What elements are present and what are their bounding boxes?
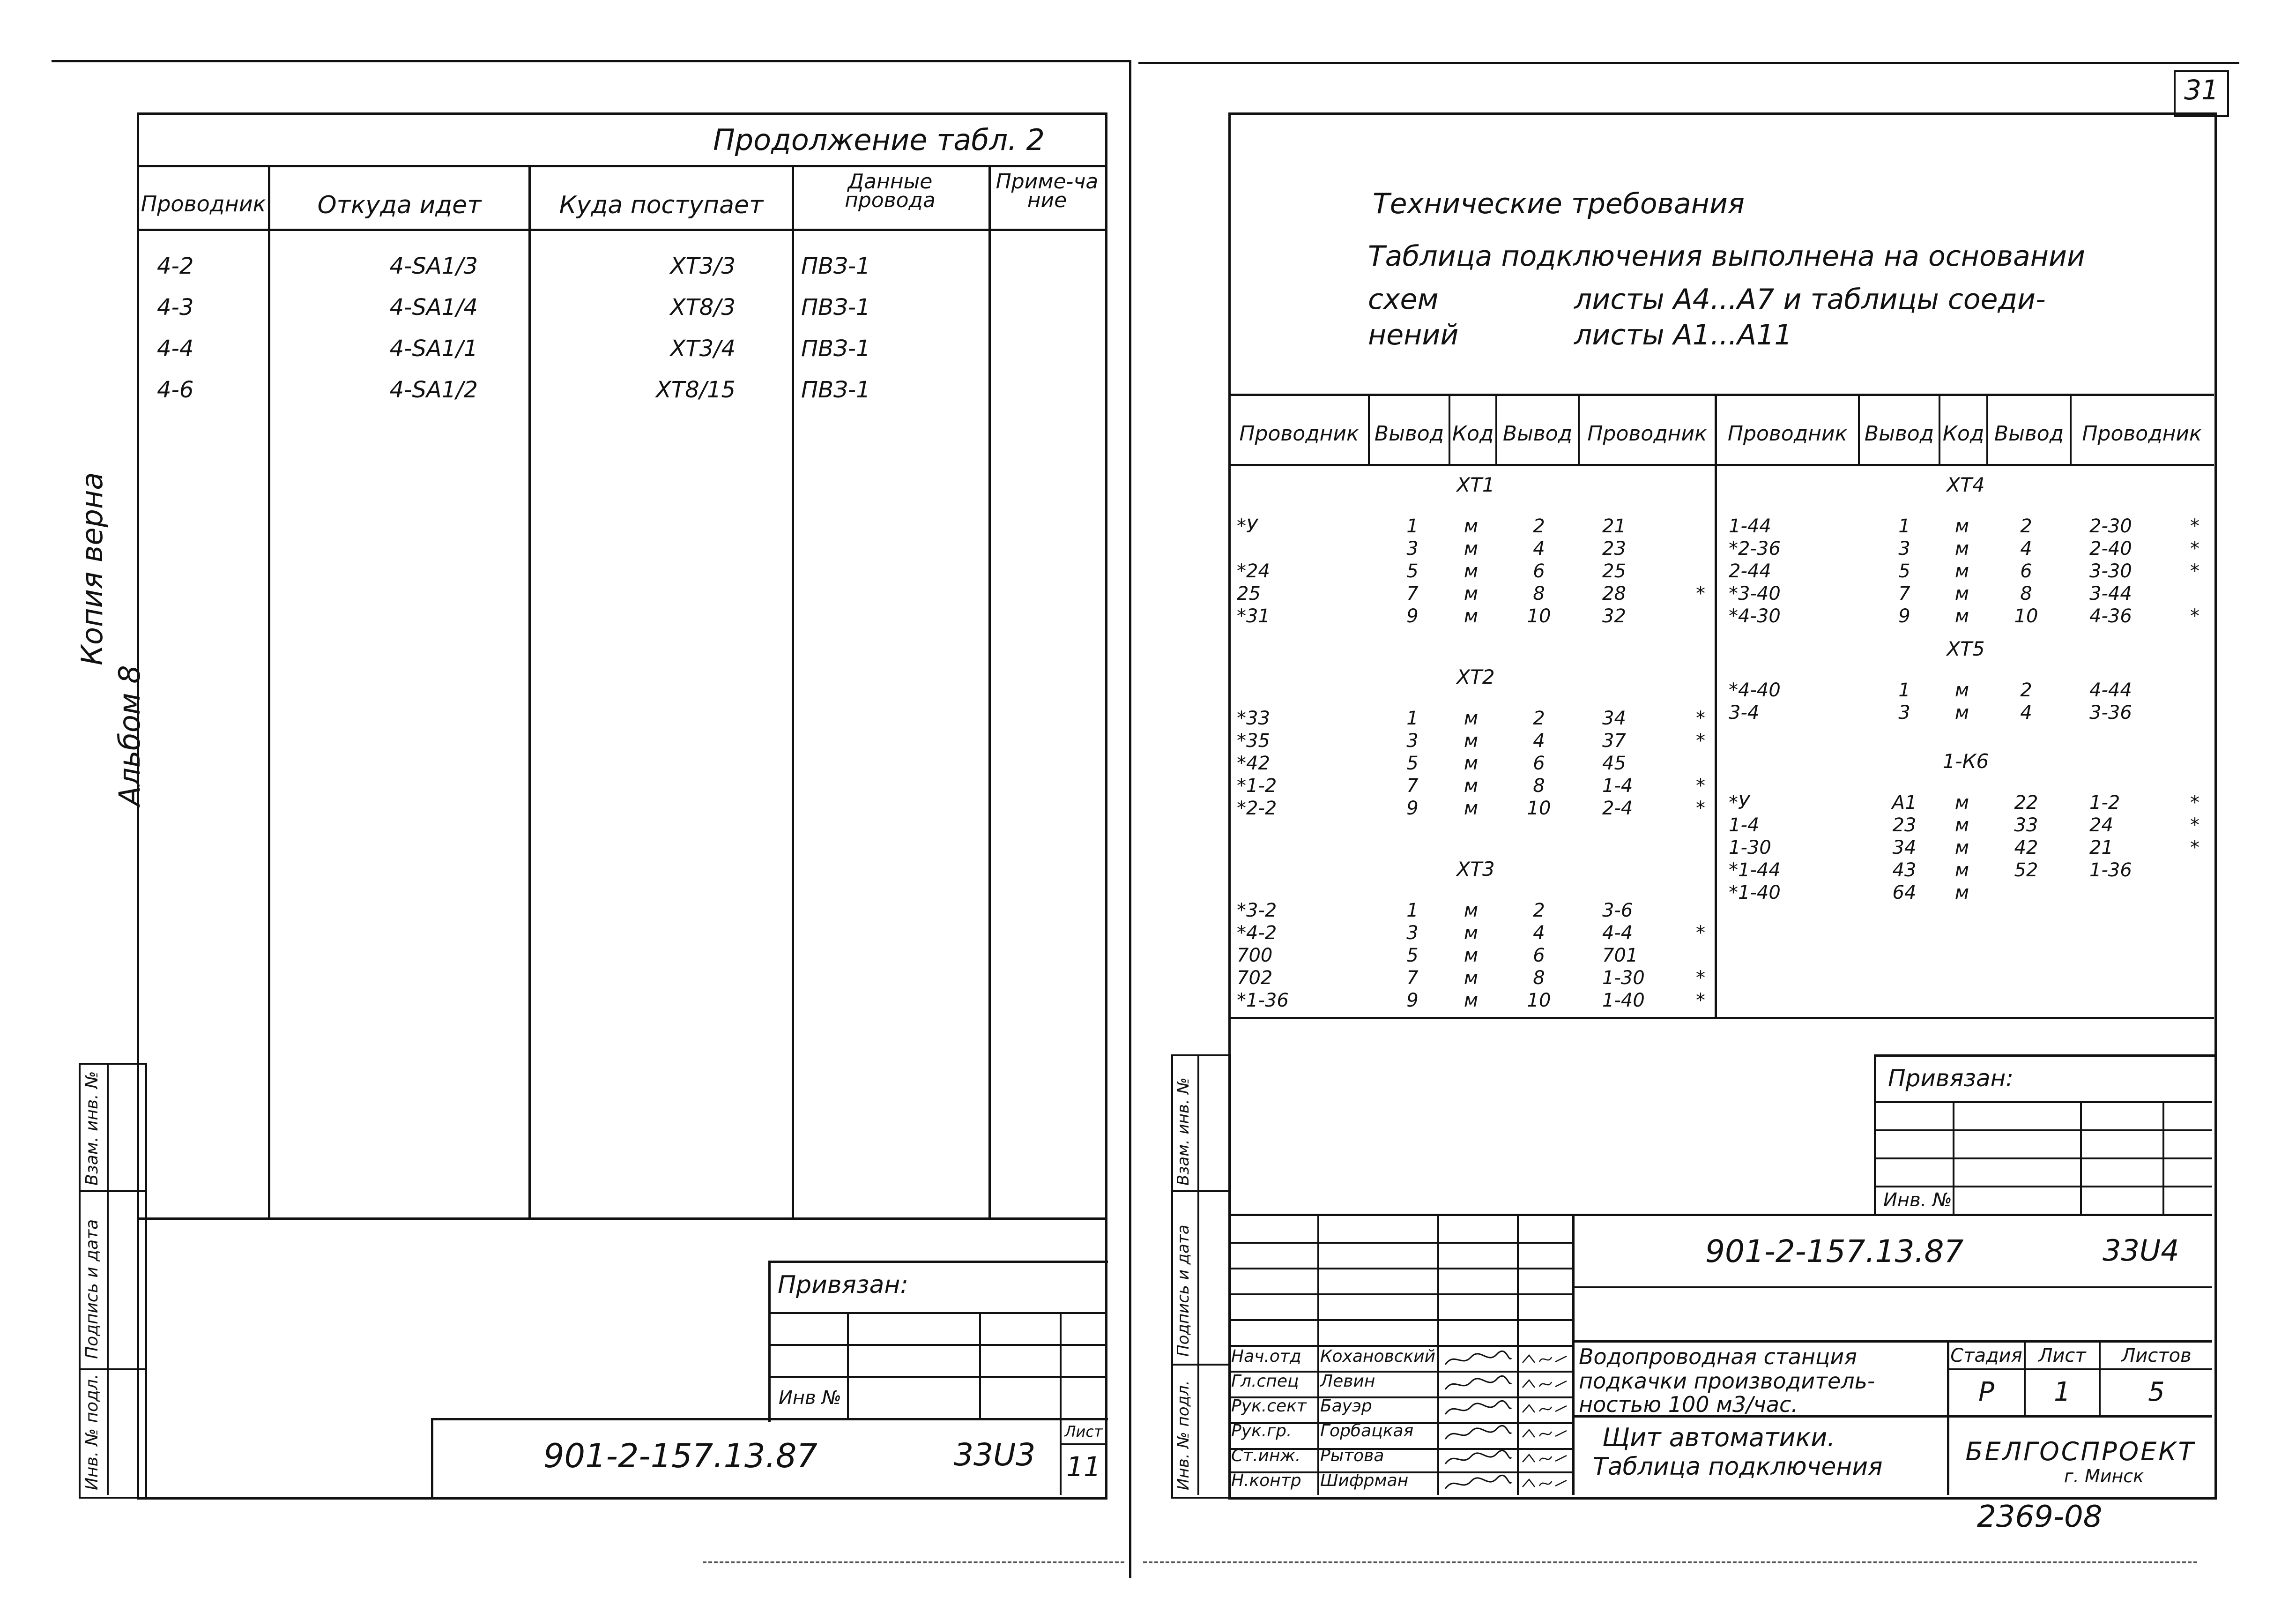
conn-cell-conductor: *1-2 [1237,775,1277,797]
priv-col [979,1312,981,1420]
signer-name: Бауэр [1320,1396,1372,1416]
col-divider [792,165,794,1218]
conn-cell-vyvod: 3 [1898,538,1910,560]
conn-cell-conductor: 2-4 [1602,798,1633,819]
conn-cell-conductor: *1-36 [1237,990,1289,1011]
signer-role: Ст.инж. [1231,1446,1301,1465]
conn-cell-conductor: *42 [1237,753,1270,774]
conn-cell-conductor: 37 [1602,730,1626,752]
conn-cell-kod: м [1464,538,1479,560]
lt-cell-conductor: 4-6 [157,377,194,403]
conn-cell-vyvod: 43 [1892,859,1917,881]
conn-cell-vyvod: 23 [1892,814,1917,836]
project-title-1: Водопроводная станция [1579,1344,1857,1369]
conn-cell-conductor: 1-4 [1729,814,1760,836]
conn-cell-conductor: 2-40 [2089,538,2132,560]
conn-cell-vyvod: 2 [2020,679,2032,701]
conn-cell-kod: м [1954,882,1969,903]
list-line [1060,1443,1106,1445]
date-scribble [1521,1351,1569,1371]
conn-cell-conductor: 1-2 [2089,792,2120,814]
conn-cell-vyvod: 7 [1406,775,1419,797]
ch-conductor-l2: Проводник [1587,422,1707,446]
conn-cell-mark: * [2190,792,2199,814]
conn-cell-kod: м [1954,792,1969,814]
lt-cell-from: 4-SA1/1 [389,336,478,362]
group-title: ХТ4 [1947,473,1985,496]
r-strip-label-vzam: Взам. инв. № [1174,1077,1193,1186]
left-list-label: Лист [1064,1423,1103,1441]
conn-cell-conductor: *У [1729,792,1750,814]
ch-kod-l: Код [1452,422,1494,446]
ch-vyvod-r2: Вывод [1994,422,2064,446]
conn-cell-conductor: 45 [1602,753,1626,774]
right-doc-code: 901-2-157.13.87 [1705,1233,1964,1269]
sig-col [1437,1214,1439,1495]
date-scribble [1521,1450,1569,1471]
left-privyazan-label: Привязан: [778,1271,908,1299]
tech-req-line3a: нений [1368,319,1459,351]
conn-cell-conductor: *3-2 [1237,900,1277,921]
lt-cell-conductor: 4-2 [157,253,194,279]
strip-divider [1171,1190,1229,1192]
conn-cell-kod: м [1954,814,1969,836]
conn-cell-kod: м [1464,730,1479,752]
priv-col [2162,1101,2164,1214]
tech-req-line2a: схем [1368,283,1439,316]
conn-cell-mark: * [1696,990,1705,1011]
conn-cell-kod: м [1464,775,1479,797]
conn-cell-vyvod: 3 [1898,702,1910,724]
sig-col [1317,1214,1319,1495]
conn-cell-mark: * [1696,922,1705,944]
conn-cell-conductor: *4-30 [1729,605,1781,627]
conn-cell-conductor: 23 [1602,538,1626,560]
conn-cell-vyvod: 2 [2020,515,2032,537]
conn-cell-vyvod: 3 [1406,538,1419,560]
priv-line [768,1344,1106,1346]
doc-row-line [1572,1286,2212,1288]
conn-cell-conductor: *2-36 [1729,538,1781,560]
priv-line [1874,1101,2212,1103]
priv-line [768,1376,1106,1378]
conn-cell-vyvod: 22 [2014,792,2038,814]
signer-role: Гл.спец [1231,1372,1299,1391]
conn-cell-conductor: *4-2 [1237,922,1277,944]
conn-cell-vyvod: 10 [2014,605,2038,627]
conn-cell-mark: * [1696,583,1705,605]
listov-value: 5 [2148,1377,2165,1407]
top-edge-line [52,60,1129,62]
conn-cell-vyvod: 2 [1533,515,1545,537]
conn-cell-vyvod: 2 [1533,708,1545,729]
group-title: ХТ1 [1456,473,1495,496]
conn-cell-conductor: 25 [1602,560,1626,582]
signature-scribble [1443,1398,1513,1419]
lt-header-to: Куда поступает [559,191,764,219]
signer-role: Рук.сект [1231,1396,1307,1416]
signer-name: Рытова [1320,1446,1384,1465]
ch-conductor-r: Проводник [1727,422,1848,446]
conn-cell-mark: * [2190,515,2199,537]
conn-cell-vyvod: 6 [1533,753,1545,774]
lt-header-conductor: Проводник [141,191,266,216]
conn-cell-conductor: *35 [1237,730,1270,752]
signer-name: Горбацкая [1320,1421,1414,1441]
conn-cell-conductor: 3-44 [2089,583,2132,605]
conn-cell-kod: м [1464,798,1479,819]
conn-cell-mark: * [1696,967,1705,989]
r-strip-label-sign: Подпись и дата [1174,1224,1193,1357]
conn-cell-vyvod: 33 [2014,814,2038,836]
conn-cell-mark: * [1696,708,1705,729]
lt-cell-wire: ПВЗ-1 [801,336,870,362]
conn-cell-kod: м [1954,515,1969,537]
tech-req-line2b: листы А4...А7 и таблицы соеди- [1574,283,2046,316]
left-doc-code: 901-2-157.13.87 [543,1437,817,1475]
conn-cell-conductor: 4-44 [2089,679,2132,701]
top-edge-line-right [1138,62,2239,64]
priv-line [1874,1186,2212,1187]
conn-cell-kod: м [1464,945,1479,966]
conn-cell-mark: * [1696,798,1705,819]
group-title: ХТ5 [1947,637,1985,660]
conn-cell-vyvod: 10 [1527,990,1551,1011]
signature-scribble [1443,1423,1513,1444]
copy-verified-stamp: Копия верна [75,472,109,665]
ch-kod-r: Код [1942,422,1984,446]
conn-cell-vyvod: 34 [1892,837,1917,858]
conn-cell-kod: м [1464,583,1479,605]
conn-cell-conductor: 34 [1602,708,1626,729]
listov-label: Листов [2121,1345,2192,1366]
conn-cell-kod: м [1954,859,1969,881]
conn-cell-kod: м [1464,753,1479,774]
conn-cell-vyvod: 9 [1406,990,1419,1011]
conn-cell-vyvod: 6 [1533,945,1545,966]
conn-cell-vyvod: 2 [1533,900,1545,921]
conn-cell-kod: м [1464,605,1479,627]
tech-req-line1: Таблица подключения выполнена на основании [1368,240,2085,273]
conn-cell-vyvod: 8 [2020,583,2032,605]
conn-cell-vyvod: 5 [1406,945,1419,966]
conn-cell-vyvod: 5 [1406,560,1419,582]
strip-divider [1171,1364,1229,1366]
conn-cell-vyvod: 8 [1533,583,1545,605]
r-strip-label-inv: Инв. № подл. [1174,1380,1193,1490]
conn-cell-mark: * [1696,775,1705,797]
ch-vyvod-l1: Вывод [1374,422,1444,446]
conn-cell-mark: * [2190,605,2199,627]
sheet-title-1: Щит автоматики. [1602,1423,1835,1452]
conn-cell-conductor: 3-6 [1602,900,1633,921]
conn-top-line [1228,394,2214,396]
ch-vyvod-l2: Вывод [1502,422,1573,446]
lt-cell-wire: ПВЗ-1 [801,294,870,321]
conn-cell-vyvod: 4 [1533,538,1545,560]
conn-cell-conductor: 1-44 [1729,515,1771,537]
lt-cell-wire: ПВЗ-1 [801,253,870,279]
conn-cell-conductor: 3-36 [2089,702,2132,724]
conn-cell-mark: * [2190,560,2199,582]
lt-cell-conductor: 4-4 [157,336,194,362]
conn-cell-vyvod: 10 [1527,798,1551,819]
conn-cell-vyvod: 9 [1406,798,1419,819]
sig-col [1517,1214,1519,1495]
conn-cell-conductor: 28 [1602,583,1626,605]
conn-cell-conductor: *31 [1237,605,1270,627]
conn-cell-conductor: 701 [1602,945,1638,966]
conn-cell-vyvod: 10 [1527,605,1551,627]
sig-row [1228,1293,1572,1295]
conn-cell-vyvod: 4 [1533,922,1545,944]
group-title: 1-К6 [1942,750,1989,773]
bottom-archive-number: 2369-08 [1977,1500,2103,1534]
signature-scribble [1443,1349,1513,1369]
signer-name: Кохановский [1320,1347,1436,1366]
conn-cell-vyvod: 9 [1898,605,1910,627]
strip-divider-v [1197,1054,1199,1495]
conn-cell-conductor: 1-36 [2089,859,2132,881]
conn-cell-conductor: 21 [1602,515,1626,537]
conn-cell-conductor: 1-30 [1602,967,1645,989]
org-name: БЕЛГОСПРОЕКТ [1965,1437,2196,1466]
conn-cell-conductor: 4-36 [2089,605,2132,627]
right-inv-label: Инв. № [1883,1189,1952,1211]
lt-cell-to: ХТ3/3 [670,253,736,279]
lt-cell-to: ХТ8/3 [670,294,736,321]
ch-conductor-l: Проводник [1239,422,1359,446]
conn-cell-kod: м [1464,922,1479,944]
list-label: Лист [2038,1345,2086,1366]
conn-cell-conductor: 1-40 [1602,990,1645,1011]
center-fold-line [1129,60,1131,1578]
ch-conductor-r2: Проводник [2082,422,2202,446]
signature-scribble [1443,1448,1513,1469]
lt-cell-wire: ПВЗ-1 [801,377,870,403]
priv-col [1060,1312,1062,1420]
priv-col [1953,1101,1954,1214]
conn-cell-vyvod: A1 [1892,792,1917,814]
conn-cell-kod: м [1954,560,1969,582]
conn-cell-vyvod: 8 [1533,967,1545,989]
conn-cell-kod: м [1464,708,1479,729]
conn-cell-vyvod: 1 [1898,515,1910,537]
conn-cell-vyvod: 4 [2020,702,2032,724]
date-scribble [1521,1425,1569,1446]
conn-cell-vyvod: 1 [1406,900,1419,921]
list-value: 1 [2054,1377,2071,1407]
conn-cell-kod: м [1464,900,1479,921]
conn-cell-vyvod: 52 [2014,859,2038,881]
conn-cell-conductor: *24 [1237,560,1270,582]
conn-cell-vyvod: 3 [1406,730,1419,752]
lt-header-note: Приме-чание [996,170,1099,212]
col-divider [988,165,991,1218]
bottom-edge-line [1143,1561,2197,1563]
left-inv-label: Инв № [779,1387,841,1409]
conn-cell-mark: * [1696,730,1705,752]
conn-cell-conductor: 32 [1602,605,1626,627]
conn-cell-conductor: *2-2 [1237,798,1277,819]
strip-divider [79,1190,145,1192]
conn-col-mid [1715,394,1717,1019]
header-top-line [137,165,1106,167]
conn-cell-conductor: 3-4 [1729,702,1760,724]
strip-label-sign: Подпись и дата [82,1219,102,1359]
conn-bottom-line [1228,1017,2214,1019]
left-body-bottom-line [137,1217,1106,1220]
stadia-label: Стадия [1950,1345,2022,1366]
bottom-edge-line [703,1561,1124,1563]
conn-cell-conductor: 1-4 [1602,775,1633,797]
signer-role: Н.контр [1231,1471,1301,1490]
conn-cell-kod: м [1464,990,1479,1011]
lt-cell-from: 4-SA1/4 [389,294,478,321]
conn-cell-conductor: *4-40 [1729,679,1781,701]
stadia-line [1947,1368,2212,1370]
conn-cell-vyvod: 7 [1898,583,1910,605]
strip-label-vzam: Взам. инв. № [82,1071,102,1186]
signature-scribble [1443,1473,1513,1493]
conn-cell-vyvod: 1 [1406,515,1419,537]
conn-cell-conductor: 24 [2089,814,2113,836]
tech-req-line3b: листы А1...А11 [1574,319,1792,351]
conn-cell-kod: м [1954,702,1969,724]
project-title-3: ностью 100 м3/час. [1579,1392,1798,1417]
conn-cell-vyvod: 9 [1406,605,1419,627]
conn-cell-conductor: 2-30 [2089,515,2132,537]
priv-col [2080,1101,2082,1214]
lt-cell-to: ХТ3/4 [670,336,736,362]
conn-cell-vyvod: 1 [1898,679,1910,701]
conn-cell-kod: м [1954,679,1969,701]
conn-cell-kod: м [1464,560,1479,582]
sig-row [1228,1242,1572,1244]
left-doc-suffix: 33U3 [954,1437,1036,1473]
conn-cell-conductor: *У [1237,515,1258,537]
conn-cell-vyvod: 6 [2020,560,2032,582]
left-list-value: 11 [1066,1451,1101,1483]
org-city: г. Минск [2064,1466,2144,1486]
conn-cell-vyvod: 4 [2020,538,2032,560]
conn-cell-conductor: *3-40 [1729,583,1781,605]
lt-cell-from: 4-SA1/2 [389,377,478,403]
signer-name: Шифрман [1320,1471,1409,1490]
conn-cell-kod: м [1954,837,1969,858]
group-title: ХТ3 [1456,858,1495,881]
stadia-value: Р [1978,1377,1994,1407]
priv-line [768,1312,1106,1314]
conn-header-line [1228,464,2214,466]
lt-header-wire-data: Данные провода [845,170,936,212]
conn-cell-conductor: 4-4 [1602,922,1633,944]
conn-cell-mark: * [2190,814,2199,836]
conn-cell-conductor: 21 [2089,837,2113,858]
conn-cell-kod: м [1464,515,1479,537]
priv-col [847,1312,849,1420]
date-scribble [1521,1400,1569,1421]
sig-col [1572,1214,1575,1495]
strip-divider-v [107,1063,109,1495]
sheet-number: 31 [2184,74,2219,106]
conn-cell-conductor: *1-44 [1729,859,1781,881]
signer-role: Нач.отд [1231,1347,1301,1366]
date-scribble [1521,1375,1569,1396]
doc-row-line [1572,1340,2212,1343]
sheet-title-2: Таблица подключения [1593,1453,1883,1481]
conn-cell-conductor: 1-30 [1729,837,1771,858]
priv-line [1874,1129,2212,1131]
conn-cell-conductor: 702 [1237,967,1273,989]
conn-cell-conductor: 3-30 [2089,560,2132,582]
conn-cell-conductor: 25 [1237,583,1261,605]
sig-row [1228,1268,1572,1269]
conn-cell-kod: м [1464,967,1479,989]
conn-cell-vyvod: 6 [1533,560,1545,582]
lt-cell-to: ХТ8/15 [656,377,736,403]
conn-cell-kod: м [1954,538,1969,560]
album-stamp: Альбом 8 [112,665,147,806]
conn-cell-vyvod: 7 [1406,967,1419,989]
right-doc-suffix: 33U4 [2103,1233,2179,1268]
conn-cell-vyvod: 5 [1406,753,1419,774]
conn-cell-vyvod: 42 [2014,837,2038,858]
conn-cell-vyvod: 7 [1406,583,1419,605]
date-scribble [1521,1475,1569,1495]
conn-cell-kod: м [1954,605,1969,627]
conn-cell-vyvod: 4 [1533,730,1545,752]
strip-label-inv: Инв. № подл. [82,1374,102,1490]
signer-name: Левин [1320,1372,1375,1391]
priv-line [1874,1157,2212,1159]
conn-cell-vyvod: 1 [1406,708,1419,729]
strip-divider [79,1368,145,1370]
sig-row [1228,1319,1572,1321]
lt-cell-conductor: 4-3 [157,294,194,321]
signature-scribble [1443,1374,1513,1394]
conn-cell-vyvod: 3 [1406,922,1419,944]
header-bottom-line [137,229,1106,231]
conn-cell-mark: * [2190,538,2199,560]
ch-vyvod-r1: Вывод [1864,422,1934,446]
lt-cell-from: 4-SA1/3 [389,253,478,279]
conn-cell-mark: * [2190,837,2199,858]
conn-cell-vyvod: 8 [1533,775,1545,797]
conn-cell-vyvod: 5 [1898,560,1910,582]
col-divider [528,165,531,1218]
tech-req-title: Технические требования [1373,187,1745,220]
lt-header-from: Откуда идет [317,191,482,219]
group-title: ХТ2 [1456,665,1495,688]
conn-cell-conductor: *1-40 [1729,882,1781,903]
right-privyazan-label: Привязан: [1888,1065,2014,1092]
signer-role: Рук.гр. [1231,1421,1292,1441]
left-table-caption: Продолжение табл. 2 [713,123,1045,157]
conn-cell-vyvod: 64 [1892,882,1917,903]
project-title-2: подкачки производитель- [1579,1368,1875,1394]
conn-cell-kod: м [1954,583,1969,605]
conn-cell-conductor: 2-44 [1729,560,1771,582]
conn-cell-conductor: *33 [1237,708,1270,729]
col-divider [268,165,270,1218]
conn-cell-conductor: 700 [1237,945,1273,966]
